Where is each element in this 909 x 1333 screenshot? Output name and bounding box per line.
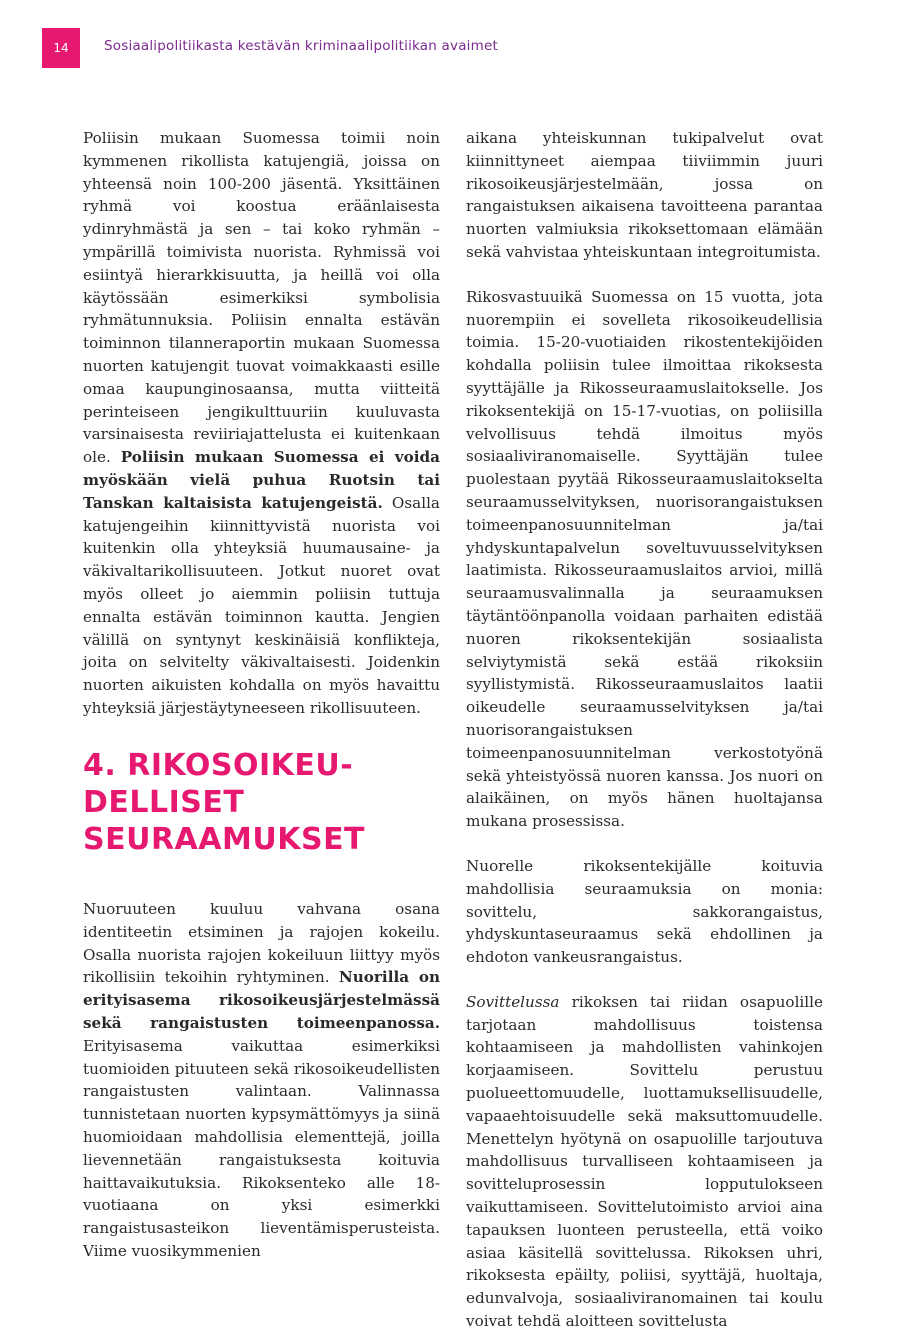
- bold-emphasis: Nuorilla on erityisasema rikosoikeusjärjestelmässä sekä rangaistusten toimeenpanossa.: [83, 968, 441, 1032]
- text-run: rikoksen tai riidan osapuolille tarjotaan mahdollisuus toistensa kohtaamiseen ja mahdollisten vahinkojen korjaamiseen. Sovittelu perustuu puolueettomuudelle, luottamuksellisuudelle, vapaaehtoisuudelle sekä maksuttomuudelle. Menettelyn hyötynä on osapuolille tarjoutuva mahdollisuus turvalliseen kohtaamiseen ja sovitteluprosessin lopputulokseen vaikuttamiseen. Sovittelutoimisto arvioi aina tapauksen luonteen perusteella, että voiko asiaa käsitellä sovittelussa. Rikoksen uhri, rikoksesta epäilty, poliisi, syyttäjä, huoltaja, edunvalvoja, sosiaaliviranomainen tai koulu voivat tehdä aloitteen sovittelusta: [466, 992, 823, 1331]
- heading-line: 4. RIKOSOIKEU-: [83, 748, 354, 783]
- bold-emphasis: Poliisin mukaan Suomessa ei voida myöskään vielä puhua Ruotsin tai Tanskan kaltaisista katujengeistä.: [83, 448, 440, 512]
- paragraph-mediation: [466, 991, 823, 1333]
- left-column-upper: [83, 127, 440, 720]
- text-run: Erityisasema vaikuttaa esimerkiksi tuomioiden pituuteen sekä rikosoikeudellisten rangaistusten valintaan. Valinnassa tunnistetaan nuorten kypsymättömyys ja siinä huomioidaan mahdollisia elementtejä, joilla lievennetään rangaistuksesta koituvia haittavaikutuksia. Rikoksenteko alle 18-vuotiaana on yksi esimerkki rangaistusasteikon lieventämisperusteista. Viime vuosikymmenien: [83, 1036, 440, 1260]
- heading-line: DELLISET: [83, 785, 245, 820]
- running-header-title: Sosiaalipolitiikasta kestävän kriminaalipolitiikan avaimet: [104, 38, 498, 54]
- heading-line: SEURAAMUKSET: [83, 822, 366, 857]
- paragraph-youth-status: [83, 898, 440, 1263]
- left-column-lower: [83, 898, 440, 1263]
- text-run: Poliisin mukaan Suomessa toimii noin kymmenen rikollista katujengiä, joissa on yhteensä noin 100-200 jäsentä. Yksittäinen ryhmä voi koostua eräänlaisesta ydinryhmästä ja sen – tai koko ryhmän – ympärillä toimivista nuorista. Ryhmissä voi esiintyä hierarkkisuutta, ja heillä voi olla käytössään esimerkiksi symbolisia ryhmätunnuksia. Poliisin ennalta estävän toiminnon tilanneraportin mukaan Suomessa nuorten katujengit tuovat voimakkaasti esille omaa kaupunginosaansa, mutta viitteitä perinteiseen jengikulttuuriin kuuluvasta varsinaisesta reviiriajattelusta ei kuitenkaan ole.: [83, 129, 440, 467]
- paragraph-street-gangs: [83, 127, 440, 720]
- text-run: Nuoruuteen kuuluu vahvana osana identiteetin etsiminen ja rajojen kokeilu. Osalla nuorista rajojen kokeiluun liittyy myös rikollisiin tekoihin ryhtyminen.: [83, 900, 440, 987]
- paragraph-possible-sanctions: Nuorelle rikoksentekijälle koituvia mahdollisia seuraamuksia on monia: sovittelu, sakkorangaistus, yhdyskuntaseuraamus sekä ehdollinen ja ehdoton vankeusrangaistus.: [466, 856, 823, 967]
- paragraph-criminal-responsibility: Rikosvastuuikä Suomessa on 15 vuotta, jota nuorempiin ei sovelleta rikosoikeudellisia toimia. 15-20-vuotiaiden rikostentekijöiden kohdalla poliisin tulee ilmoittaa rikoksesta syyttäjälle ja Rikosseuraamuslaitokselle. Jos rikoksentekijä on 15-17-vuotias, on poliisilla velvollisuus tehdä ilmoitus myös sosiaaliviranomaiselle. Syyttäjän tulee puolestaan pyytää Rikosseuraamuslaitokselta seuraamusselvityksen, nuorisorangaistuksen toimeenpanosuunnitelman ja/tai yhdyskuntapalvelun soveltuvuusselvityksen laatimista. Rikosseuraamuslaitos arvioi, millä seuraamusvalinnalla ja seuraamuksen täytäntöönpanolla voidaan parhaiten edistää nuoren rikoksentekijän sosiaalista selviytymistä sekä estää rikoksiin syyllistymistä. Rikosseuraamuslaitos laatii oikeudelle seuraamusselvityksen ja/tai nuorisorangaistuksen toimeenpanosuunnitelman verkostotyönä sekä yhteistyössä nuoren kanssa. Jos nuori on alaikäinen, on myös hänen huoltajansa mukana prosessissa.: [466, 287, 823, 831]
- text-run: Osalla katujengeihin kiinnittyvistä nuorista voi kuitenkin olla yhteyksiä huumausaine- ja väkivaltarikollisuuteen. Jotkut nuoret ovat myös olleet jo aiemmin poliisin tuttuja ennalta estävän toiminnon kautta. Jengien välillä on syntynyt keskinäisiä konflikteja, joita on selvitelty väkivaltaisesti. Joidenkin nuorten aikuisten kohdalla on myös havaittu yhteyksiä järjestäytyneeseen rikollisuuteen.: [83, 493, 440, 717]
- right-column: [466, 127, 823, 1333]
- page-number: 14: [53, 41, 69, 55]
- paragraph-support-services: aikana yhteiskunnan tukipalvelut ovat kiinnittyneet aiempaa tiiviimmin juuri rikosoikeusjärjestelmään, jossa on rangaistuksen aikaisena tavoitteena parantaa nuorten valmiuksia rikoksettomaan elämään sekä vahvistaa yhteiskuntaan integroitumista.: [466, 129, 823, 261]
- italic-term: Sovittelussa: [466, 992, 560, 1011]
- section-heading: [83, 747, 443, 858]
- page-number-badge: [42, 28, 80, 68]
